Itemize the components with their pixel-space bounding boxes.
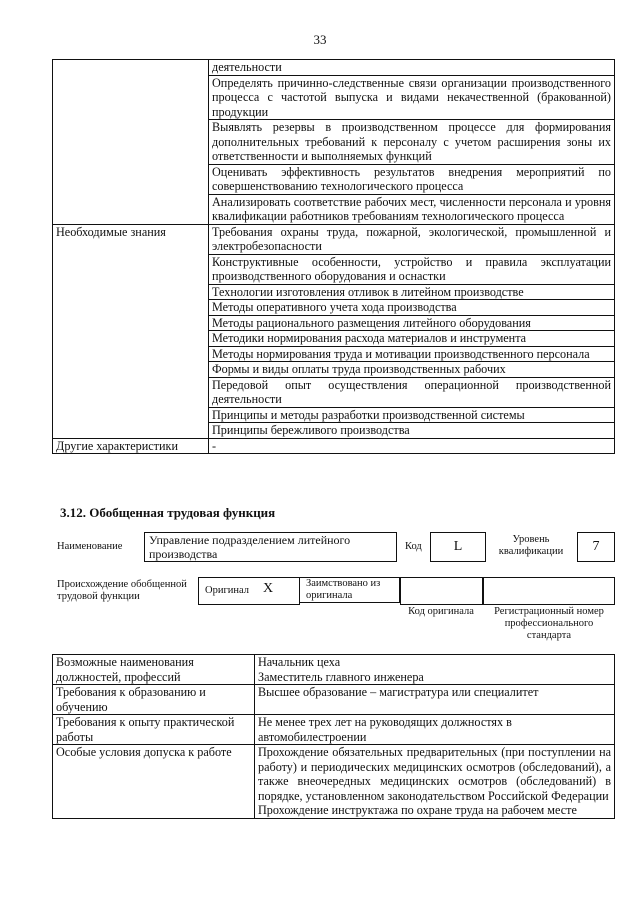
knowledge-cell: Методы оперативного учета хода производства: [209, 300, 615, 316]
details-value: [255, 655, 615, 685]
knowledge-cell: Принципы бережливого производства: [209, 423, 615, 439]
knowledge-cell: Методики нормирования расхода материалов и инструмента: [209, 331, 615, 347]
reg-number-box: [482, 577, 615, 605]
level-label: Уровень квалификации: [498, 534, 564, 557]
original-label: Оригинал: [205, 585, 249, 596]
details-value: [255, 745, 615, 819]
table-row: [53, 224, 615, 254]
details-value: Не менее трех лет на руководящих должностях в автомобилестроении: [255, 715, 615, 745]
level-value: 7: [577, 532, 615, 562]
borrowed-label: Заимствовано из оригинала: [306, 578, 381, 601]
knowledge-cell: Передовой опыт осуществления операционной производственной деятельности: [209, 377, 615, 407]
skill-cell: Анализировать соответствие рабочих мест, численности персонала и уровня квалификации работников требованиям технологического процесса: [209, 194, 615, 224]
table-row: [53, 685, 615, 715]
other-characteristics-value: -: [209, 438, 615, 454]
details-label: Требования к опыту практической работы: [53, 715, 255, 745]
code-original-box: [400, 577, 484, 605]
name-value: Управление подразделением литейного производства: [149, 533, 351, 561]
page-number: 33: [313, 32, 327, 47]
origin-label: Происхождение обобщенной трудовой функции: [57, 579, 187, 602]
details-value-line: Прохождение инструктажа по охране труда на рабочем месте: [258, 803, 577, 817]
skill-cell: Оценивать эффективность результатов внедрения мероприятий по совершенствованию технологического процесса: [209, 164, 615, 194]
other-characteristics-label: Другие характеристики: [53, 438, 209, 454]
name-value-box: [144, 532, 397, 562]
skill-cell: деятельности: [209, 60, 615, 76]
borrowed-box: [299, 577, 400, 603]
knowledge-cell: Технологии изготовления отливок в литейном производстве: [209, 284, 615, 300]
table-row: [53, 715, 615, 745]
knowledge-cell: Методы нормирования труда и мотивации производственного персонала: [209, 346, 615, 362]
details-label: Возможные наименования должностей, профессий: [53, 655, 255, 685]
knowledge-label: Необходимые знания: [53, 224, 209, 438]
table-row: [53, 438, 615, 454]
original-box: [198, 577, 300, 605]
knowledge-cell: Методы рационального размещения литейного оборудования: [209, 315, 615, 331]
section-title: 3.12. Обобщенная трудовая функция: [60, 505, 276, 520]
table-row: [53, 655, 615, 685]
details-value-line: Начальник цеха: [258, 655, 341, 669]
knowledge-cell: Конструктивные особенности, устройство и правила эксплуатации производственного оборудования и оснастки: [209, 254, 615, 284]
knowledge-cell: Требования охраны труда, пожарной, экологической, промышленной и электробезопасности: [209, 224, 615, 254]
skills-knowledge-table: [52, 59, 615, 454]
knowledge-cell: Принципы и методы разработки производственной системы: [209, 407, 615, 423]
original-mark: X: [263, 581, 274, 596]
details-value-line: Заместитель главного инженера: [258, 669, 424, 684]
knowledge-cell: Формы и виды оплаты труда производственных рабочих: [209, 362, 615, 378]
skill-cell: Определять причинно-следственные связи организации производственного процесса с частотой выпуска и видами некачественной (бракованной) продукции: [209, 75, 615, 120]
code-original-label: Код оригинала: [408, 606, 474, 617]
skill-cell: Выявлять резервы в производственном процессе для формирования дополнительных требований к персоналу с учетом расширения зоны их ответственности и выполняемых функций: [209, 120, 615, 165]
table-row: [53, 60, 615, 76]
details-value-line: Прохождение обязательных предварительных (при поступлении на работу) и периодических медицинских осмотров (обследований), а также внеочередных медицинских осмотров (обследований) в порядке, установленном законодательством Российской Федерации: [258, 745, 611, 803]
code-value: L: [430, 532, 486, 562]
skills-label-cell: [53, 60, 209, 225]
details-table: [52, 654, 615, 819]
details-label: Требования к образованию и обучению: [53, 685, 255, 715]
details-value: Высшее образование – магистратура или специалитет: [255, 685, 615, 715]
details-label: Особые условия допуска к работе: [53, 745, 255, 819]
table-row: [53, 745, 615, 819]
code-label: Код: [405, 541, 422, 552]
name-label: Наименование: [57, 541, 123, 552]
reg-number-label: Регистрационный номер профессионального стандарта: [494, 606, 604, 641]
